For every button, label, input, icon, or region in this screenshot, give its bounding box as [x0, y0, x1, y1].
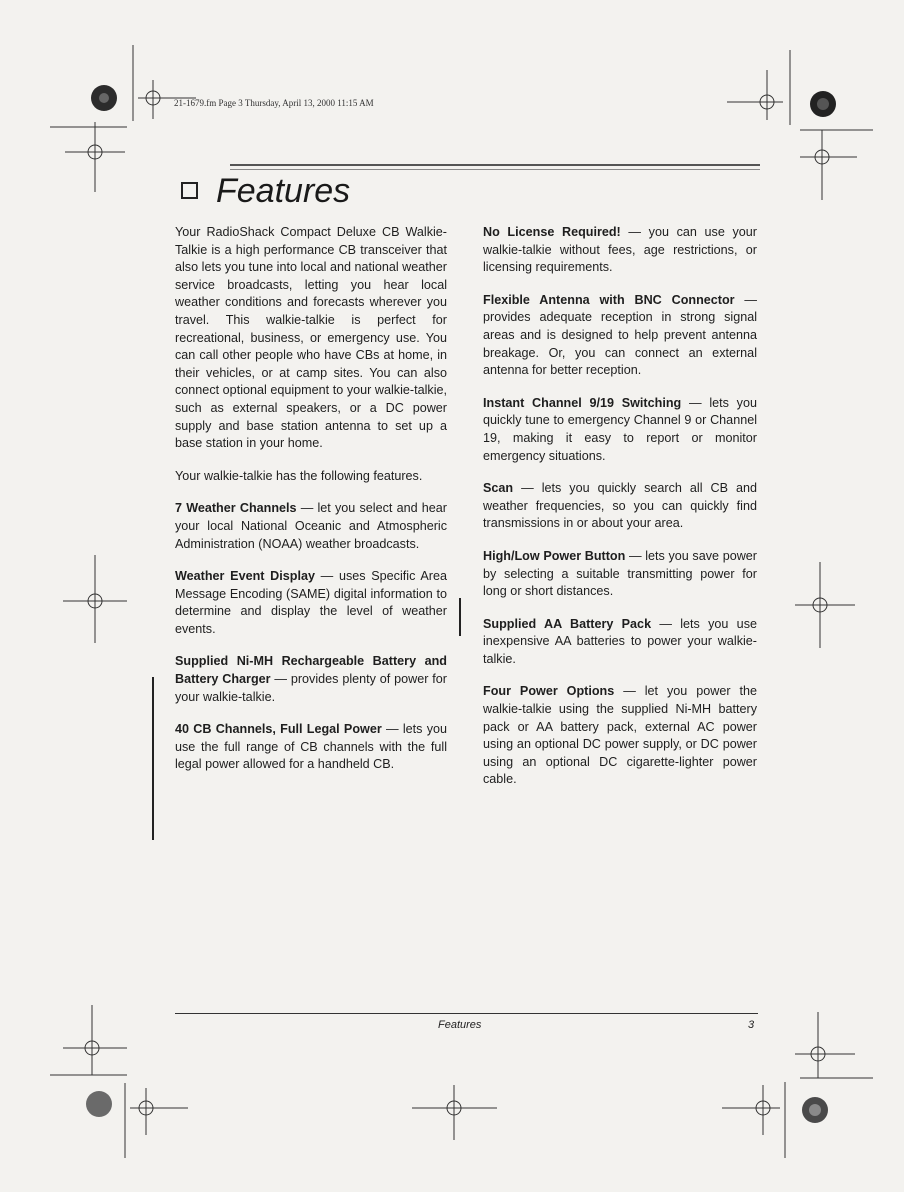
- feature-term: No License Required!: [483, 225, 621, 239]
- feature-text: — provides adequate reception in strong signal areas and is designed to help prevent antenna breakage. Or, you can connect an external antenna for better reception.: [483, 292, 758, 378]
- feature-term: 40 CB Channels, Full Legal Power: [175, 722, 382, 737]
- crosshair-b2: [412, 1085, 497, 1140]
- lead-in-paragraph: Your walkie-talkie has the following features.: [175, 468, 423, 483]
- bottom-rule: [175, 1013, 758, 1014]
- checkbox-icon: [181, 182, 198, 199]
- feature-text: — lets you quickly tune to emergency Channel 9 or Channel 19, making it easy to report or monitor emergency situations.: [483, 395, 757, 463]
- top-rule-thin: [230, 169, 760, 170]
- crosshair-l1: [65, 122, 125, 192]
- feature-item: [483, 395, 757, 465]
- crosshair-tr: [727, 70, 783, 120]
- feature-text: — lets you quickly search all CB and weather frequencies, so you can quickly find transmissions in or about your area.: [483, 481, 757, 531]
- feature-term: Weather Event Display: [175, 569, 315, 584]
- right-column: [483, 224, 757, 804]
- change-bar: [152, 677, 154, 840]
- feature-term: Supplied Ni-MH Rechargeable Battery and Battery Charger: [175, 654, 447, 687]
- feature-item: [175, 500, 447, 553]
- crosshair-r1: [800, 130, 857, 200]
- feature-item: [483, 548, 757, 601]
- crosshair-l2: [63, 555, 127, 643]
- crosshair-r2: [795, 562, 855, 648]
- feature-term: Flexible Antenna with BNC Connector: [483, 292, 735, 307]
- feature-text: — provides plenty of power for your walkie-talkie.: [175, 672, 447, 704]
- feature-term: Instant Channel 9/19 Switching: [483, 395, 682, 410]
- feature-item: [483, 683, 757, 789]
- feature-text: — lets you use inexpensive AA batteries to power your walkie-talkie.: [483, 616, 757, 666]
- page-number: 3: [748, 1019, 755, 1031]
- intro-paragraph: Your RadioShack Compact Deluxe CB Walkie-Talkie is a high performance CB transceiver that also lets you tune into local and national weather service broadcasts, letting you hear local weather conditions and forecasts wherever you travel. This walkie-talkie is perfect for recreational, business, or emergency use. You can call other people who have CBs at home, in their vehicles, or at camp sites. You can also connect optional equipment to your walkie-talkie, such as external speakers, or a DC power supply and base station antenna to set up a base station in your home.: [175, 225, 447, 451]
- left-column: [175, 224, 447, 789]
- feature-term: 7 Weather Channels: [175, 501, 297, 516]
- crosshair-br: [795, 1012, 855, 1078]
- feature-text: — let you power the walkie-talkie using the supplied Ni-MH battery pack or AA battery pack, external AC power using an optional DC power supply, or DC power using an optional DC cigarette-lighter power cable.: [483, 684, 757, 787]
- feature-term: Scan: [483, 481, 514, 496]
- feature-item: [483, 224, 757, 277]
- footer-title: Features: [438, 1019, 482, 1031]
- feature-item: [483, 480, 757, 533]
- feature-text: — lets you save power by selecting a suitable transmitting power for long or short distances.: [483, 548, 757, 599]
- crosshair-b3: [722, 1085, 780, 1135]
- feature-item: [483, 292, 757, 380]
- page-title: Features: [216, 172, 351, 210]
- feature-text: — you can use your walkie-talkie without fees, age restrictions, or licensing requirements.: [483, 225, 757, 275]
- header-line: 21-1679.fm Page 3 Thursday, April 13, 2000 11:15 AM: [174, 98, 374, 108]
- change-bar: [459, 598, 461, 636]
- feature-term: Four Power Options: [483, 684, 615, 699]
- feature-item: [175, 721, 447, 774]
- feature-term: High/Low Power Button: [483, 548, 626, 563]
- feature-text: — let you select and hear your local National Oceanic and Atmospheric Administration (NOAA) weather broadcasts.: [175, 501, 447, 551]
- feature-text: — uses Specific Area Message Encoding (SAME) digital information to determine and display the level of weather events.: [175, 569, 447, 636]
- feature-item: [483, 616, 757, 669]
- feature-item: [175, 653, 447, 706]
- crosshair-bl: [63, 1005, 127, 1075]
- feature-item: [175, 568, 447, 638]
- crosshair-b1: [130, 1088, 188, 1135]
- top-rule: [230, 164, 760, 166]
- feature-term: Supplied AA Battery Pack: [483, 616, 652, 631]
- feature-text: — lets you use the full range of CB channels with the full legal power allowed for a handheld CB.: [175, 722, 447, 772]
